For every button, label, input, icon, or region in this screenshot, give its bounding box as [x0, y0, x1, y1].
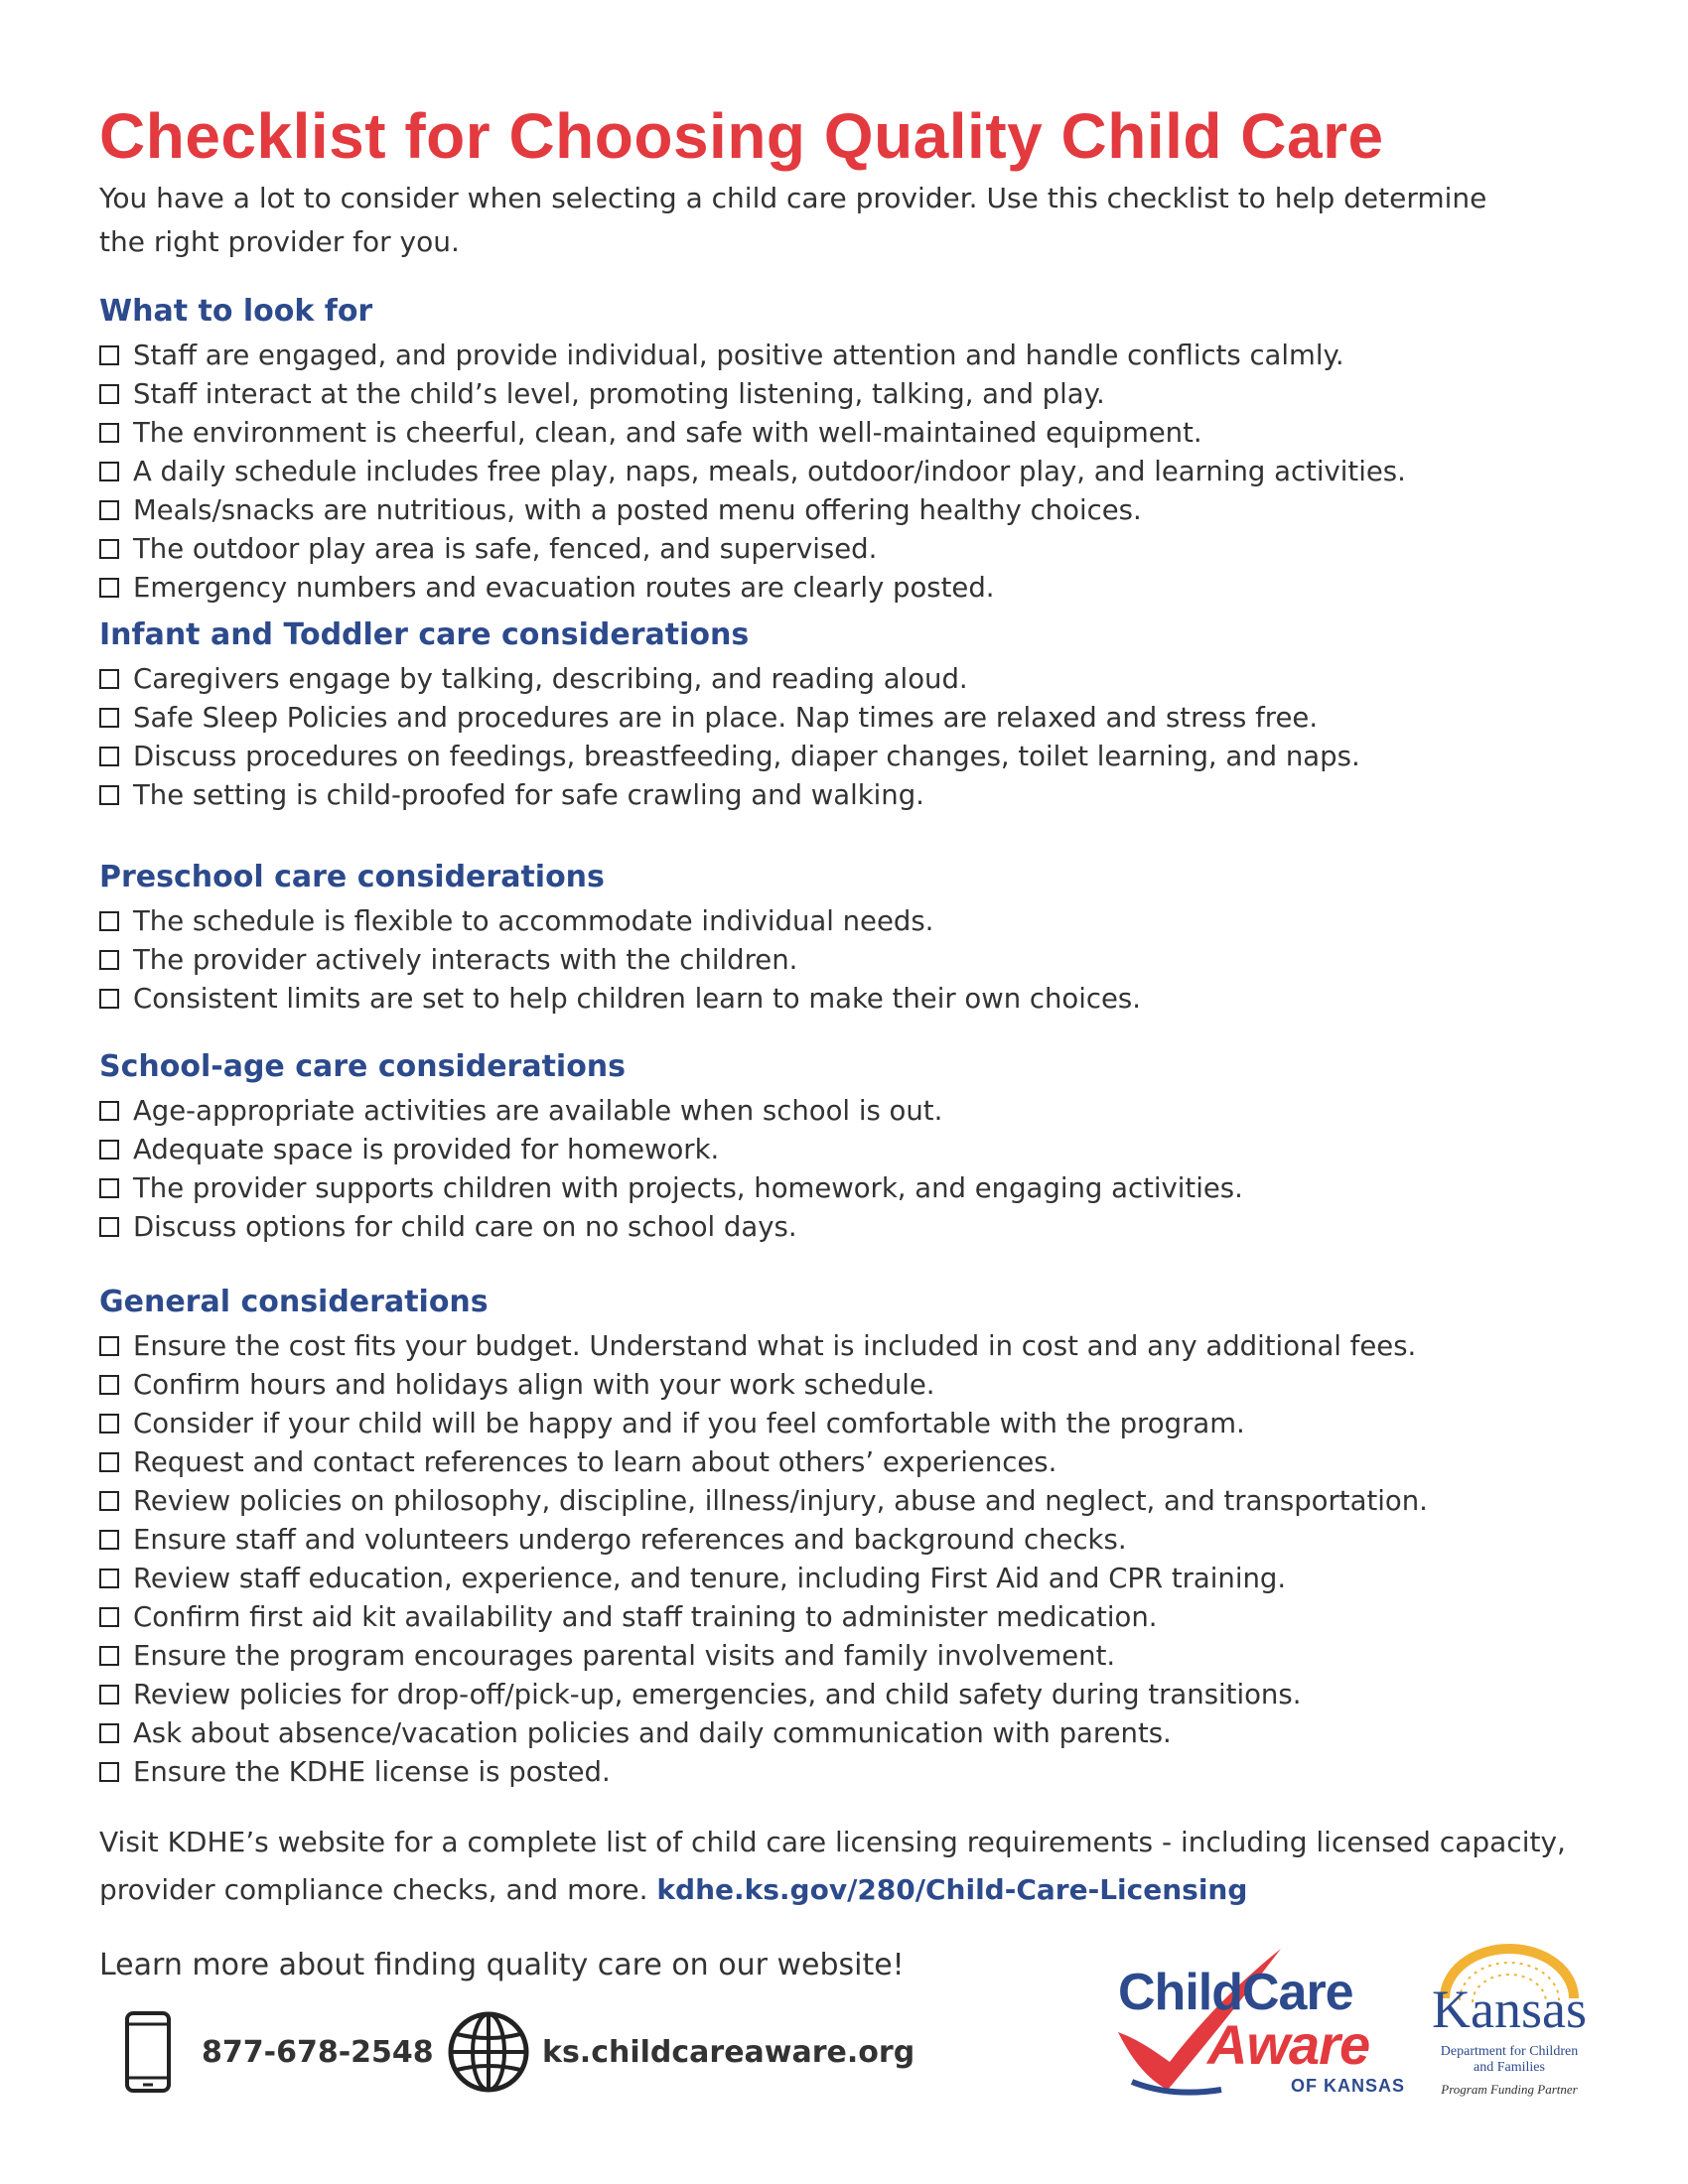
checklist [99, 1091, 1609, 1246]
checklist-item: Discuss options for child care on no school days. [99, 1207, 1609, 1246]
checklist-item: Review policies for drop-off/pick-up, emergencies, and child safety during transitions. [99, 1675, 1609, 1713]
section-school-age [99, 1045, 1609, 1246]
checkbox-icon[interactable] [99, 1101, 119, 1121]
checklist-item: Emergency numbers and evacuation routes are clearly posted. [99, 568, 1609, 607]
checklist-item: Confirm hours and holidays align with your work schedule. [99, 1365, 1609, 1404]
checkbox-icon[interactable] [99, 669, 119, 689]
checkbox-icon[interactable] [99, 950, 119, 970]
website-contact[interactable] [447, 2007, 914, 2097]
checklist-item: Request and contact references to learn about others’ experiences. [99, 1442, 1609, 1481]
checklist-item: Ensure the cost fits your budget. Understand what is included in cost and any additional fees. [99, 1326, 1609, 1365]
logo-dept-line1: Department for Children [1440, 2044, 1579, 2059]
checkbox-icon[interactable] [99, 1530, 119, 1550]
checklist-item: The outdoor play area is safe, fenced, and supervised. [99, 529, 1609, 568]
checkbox-icon[interactable] [99, 911, 119, 931]
checkbox-icon[interactable] [99, 1140, 119, 1160]
checkbox-icon[interactable] [99, 708, 119, 728]
logo-kansas-word: Kansas [1432, 1979, 1587, 2039]
checkbox-icon[interactable] [99, 1685, 119, 1705]
checkbox-icon[interactable] [99, 785, 119, 805]
checkbox-icon[interactable] [99, 423, 119, 443]
checkbox-icon[interactable] [99, 1723, 119, 1743]
checklist-item: Review staff education, experience, and tenure, including First Aid and CPR training. [99, 1559, 1609, 1597]
logo-partner-text: Program Funding Partner [1441, 2082, 1578, 2097]
globe-icon [447, 2010, 530, 2094]
section-heading: Infant and Toddler care considerations [99, 617, 750, 652]
phone-icon [124, 2010, 172, 2094]
checkbox-icon[interactable] [99, 1336, 119, 1356]
section-heading: Preschool care considerations [99, 860, 605, 894]
checkbox-icon[interactable] [99, 345, 119, 365]
checklist-item: Staff interact at the child’s level, promoting listening, talking, and play. [99, 374, 1609, 413]
checklist-item: Meals/snacks are nutritious, with a posted menu offering healthy choices. [99, 490, 1609, 529]
checklist-item: The provider actively interacts with the children. [99, 940, 1609, 979]
checkbox-icon[interactable] [99, 1178, 119, 1198]
checkbox-icon[interactable] [99, 1491, 119, 1511]
kdhe-visit-text [99, 1819, 1609, 1914]
checkbox-icon[interactable] [99, 1762, 119, 1782]
checklist-item: Caregivers engage by talking, describing, and reading aloud. [99, 659, 1609, 698]
checklist-item: Consistent limits are set to help children learn to make their own choices. [99, 979, 1609, 1018]
visit-text: Visit KDHE’s website for a complete list of child care licensing requirements - including licensed capacity, provider compliance checks, and more. [99, 1826, 1566, 1906]
child-care-aware-logo [1112, 1941, 1410, 2100]
logo-of-kansas: OF KANSAS [1291, 2076, 1406, 2096]
checklist-item: Consider if your child will be happy and if you feel comfortable with the program. [99, 1404, 1609, 1442]
checkbox-icon[interactable] [99, 747, 119, 766]
checklist [99, 901, 1609, 1018]
checklist-item: The setting is child-proofed for safe crawling and walking. [99, 775, 1609, 814]
learn-more-text: Learn more about finding quality care on our website! [99, 1948, 905, 1982]
checklist [99, 1326, 1609, 1791]
checklist-item: Staff are engaged, and provide individual, positive attention and handle conflicts calmly. [99, 336, 1609, 374]
checkbox-icon[interactable] [99, 1414, 119, 1433]
checklist-item: The schedule is flexible to accommodate individual needs. [99, 901, 1609, 940]
checklist [99, 659, 1609, 814]
website-url: ks.childcareaware.org [542, 2034, 915, 2070]
checkbox-icon[interactable] [99, 578, 119, 598]
checklist-item: The provider supports children with projects, homework, and engaging activities. [99, 1168, 1609, 1207]
checklist [99, 336, 1609, 607]
checklist-item: Adequate space is provided for homework. [99, 1130, 1609, 1168]
checklist-item: A daily schedule includes free play, naps, meals, outdoor/indoor play, and learning activities. [99, 452, 1609, 490]
phone-contact[interactable] [124, 2007, 434, 2097]
checkbox-icon[interactable] [99, 989, 119, 1009]
logo-dept-line2: and Families [1474, 2060, 1545, 2075]
section-general [99, 1281, 1609, 1791]
checklist-item: Confirm first aid kit availability and staff training to administer medication. [99, 1597, 1609, 1636]
checkbox-icon[interactable] [99, 384, 119, 404]
checklist-item: Safe Sleep Policies and procedures are in place. Nap times are relaxed and stress free. [99, 698, 1609, 737]
checkbox-icon[interactable] [99, 1375, 119, 1395]
checkbox-icon[interactable] [99, 462, 119, 481]
kdhe-link[interactable]: kdhe.ks.gov/280/Child-Care-Licensing [656, 1873, 1248, 1906]
checklist-item: Review policies on philosophy, discipline, illness/injury, abuse and neglect, and transportation. [99, 1481, 1609, 1520]
logo-aware-word: Aware [1207, 2013, 1370, 2076]
section-heading: School-age care considerations [99, 1049, 627, 1084]
checkbox-icon[interactable] [99, 1646, 119, 1666]
logo-childcare-word: ChildCare [1118, 1964, 1353, 2021]
section-heading: General considerations [99, 1285, 489, 1319]
checkbox-icon[interactable] [99, 1217, 119, 1237]
section-infant-toddler [99, 614, 1609, 814]
intro-text: You have a lot to consider when selecting a child care provider. Use this checklist to help determine the right provider for you. [99, 182, 1487, 258]
checkbox-icon[interactable] [99, 539, 119, 559]
checklist-item: Ask about absence/vacation policies and daily communication with parents. [99, 1713, 1609, 1752]
checkbox-icon[interactable] [99, 1569, 119, 1588]
checkbox-icon[interactable] [99, 1607, 119, 1627]
section-what-to-look-for [99, 290, 1609, 607]
checklist-item: Discuss procedures on feedings, breastfeeding, diaper changes, toilet learning, and naps. [99, 737, 1609, 775]
section-heading: What to look for [99, 294, 373, 329]
checklist-item: Ensure the program encourages parental visits and family involvement. [99, 1636, 1609, 1675]
checklist-item: Ensure the KDHE license is posted. [99, 1752, 1609, 1791]
kansas-dcf-logo [1415, 1941, 1604, 2100]
section-preschool [99, 856, 1609, 1018]
page-title: Checklist for Choosing Quality Child Care [99, 100, 1384, 172]
checkbox-icon[interactable] [99, 500, 119, 520]
checklist-item: Ensure staff and volunteers undergo references and background checks. [99, 1520, 1609, 1559]
checklist-item: The environment is cheerful, clean, and safe with well-maintained equipment. [99, 413, 1609, 452]
checklist-item: Age-appropriate activities are available when school is out. [99, 1091, 1609, 1130]
phone-number: 877-678-2548 [202, 2034, 434, 2070]
checkbox-icon[interactable] [99, 1452, 119, 1472]
